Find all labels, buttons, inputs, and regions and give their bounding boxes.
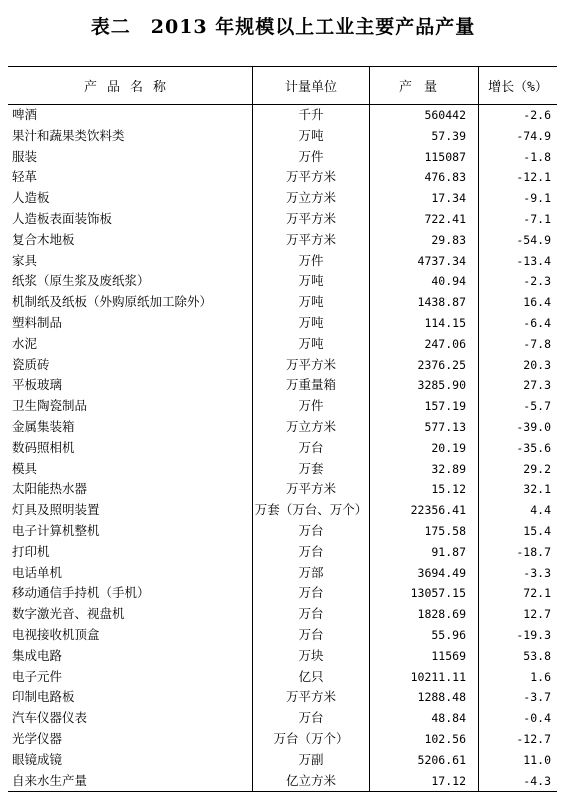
product-name-cell: 服装 (12, 148, 38, 164)
unit-cell: 万吨 (253, 334, 370, 355)
quantity-cell: 13057.15 (370, 583, 479, 604)
unit-cell: 万部 (253, 563, 370, 584)
header-unit: 计量单位 (253, 67, 370, 105)
quantity-cell: 1288.48 (370, 687, 479, 708)
unit-cell: 万件 (253, 396, 370, 417)
quantity-cell: 157.19 (370, 396, 479, 417)
product-name-cell: 轻革 (12, 169, 38, 185)
growth-cell: -5.7 (523, 399, 551, 414)
growth-cell: 29.2 (523, 461, 551, 476)
unit-cell: 万平方米 (253, 687, 370, 708)
table-row (8, 646, 557, 667)
quantity-cell: 22356.41 (370, 500, 479, 521)
quantity-cell: 247.06 (370, 334, 479, 355)
growth-cell: -1.8 (523, 149, 551, 164)
product-name-cell: 汽车仪器仪表 (12, 710, 88, 726)
table-row (8, 417, 557, 438)
unit-cell: 万台 (253, 542, 370, 563)
header-product-name: 产品名称 (8, 67, 253, 105)
table-row (8, 687, 557, 708)
product-name-cell: 模具 (12, 460, 38, 476)
growth-cell: -4.3 (479, 771, 558, 792)
unit-cell: 万副 (253, 750, 370, 771)
quantity-cell: 3694.49 (370, 563, 479, 584)
growth-cell: 15.4 (523, 523, 551, 538)
product-name-cell: 电话单机 (12, 564, 63, 580)
product-name-cell: 打印机 (12, 543, 50, 559)
unit-cell: 万平方米 (253, 167, 370, 188)
product-name-cell: 纸浆（原生浆及废纸浆） (12, 273, 150, 289)
growth-cell: -12.1 (516, 170, 551, 185)
product-name-cell: 家具 (12, 252, 38, 268)
quantity-cell: 10211.11 (370, 667, 479, 688)
growth-cell: -7.1 (523, 211, 551, 226)
unit-cell: 万件 (253, 147, 370, 168)
growth-cell: -74.9 (516, 128, 551, 143)
quantity-cell: 560442 (370, 105, 479, 126)
quantity-cell: 15.12 (370, 479, 479, 500)
unit-cell: 万吨 (253, 292, 370, 313)
growth-cell: -3.7 (523, 690, 551, 705)
unit-cell: 万台 (253, 583, 370, 604)
table-row (8, 521, 557, 542)
table-title: 表二 2013 年规模以上工业主要产品产量 (90, 16, 476, 38)
product-name-cell: 人造板表面装饰板 (12, 210, 113, 226)
table-row (8, 459, 557, 480)
quantity-cell: 1438.87 (370, 292, 479, 313)
table-row (8, 292, 557, 313)
quantity-cell: 4737.34 (370, 251, 479, 272)
growth-cell: -54.9 (516, 232, 551, 247)
unit-cell: 亿立方米 (253, 771, 370, 792)
growth-cell: -12.7 (516, 731, 551, 746)
quantity-cell: 1828.69 (370, 604, 479, 625)
unit-cell: 万台 (253, 625, 370, 646)
table-row (8, 396, 557, 417)
quantity-cell: 476.83 (370, 167, 479, 188)
product-name-cell: 啤酒 (12, 107, 38, 122)
growth-cell: 16.4 (523, 295, 551, 310)
quantity-cell: 5206.61 (370, 750, 479, 771)
unit-cell: 万平方米 (253, 355, 370, 376)
table-row (8, 313, 557, 334)
product-name-cell: 水泥 (12, 335, 38, 351)
quantity-cell: 17.34 (370, 188, 479, 209)
growth-cell: -6.4 (523, 315, 551, 330)
table-row (8, 625, 557, 646)
quantity-cell: 91.87 (370, 542, 479, 563)
production-table (8, 66, 557, 792)
quantity-cell: 11569 (370, 646, 479, 667)
growth-cell: 4.4 (530, 503, 551, 518)
quantity-cell: 114.15 (370, 313, 479, 334)
unit-cell: 万台 (253, 708, 370, 729)
table-row (8, 375, 557, 396)
product-name-cell: 光学仪器 (12, 730, 63, 746)
quantity-cell: 577.13 (370, 417, 479, 438)
product-name-cell: 卫生陶瓷制品 (12, 398, 88, 414)
growth-cell: -19.3 (516, 627, 551, 642)
table-row (8, 147, 557, 168)
quantity-cell: 115087 (370, 147, 479, 168)
unit-cell: 万台 (253, 521, 370, 542)
growth-cell: -35.6 (516, 440, 551, 455)
quantity-cell: 17.12 (370, 771, 479, 792)
product-name-cell: 自来水生产量 (8, 771, 253, 792)
unit-cell: 万吨 (253, 313, 370, 334)
unit-cell: 万吨 (253, 126, 370, 147)
table-row (8, 230, 557, 251)
table-row (8, 750, 557, 771)
product-name-cell: 塑料制品 (12, 314, 63, 330)
product-name-cell: 移动通信手持机（手机） (12, 585, 150, 601)
unit-cell: 万平方米 (253, 230, 370, 251)
growth-cell: -39.0 (516, 419, 551, 434)
table-row (8, 708, 557, 729)
product-name-cell: 眼镜成镜 (12, 751, 63, 767)
unit-cell: 万立方米 (253, 417, 370, 438)
product-name-cell: 果汁和蔬果类饮料类 (12, 127, 125, 143)
product-name-cell: 金属集装箱 (12, 418, 75, 434)
table-row (8, 438, 557, 459)
table-row (8, 188, 557, 209)
product-name-cell: 数字激光音、视盘机 (12, 606, 125, 622)
unit-cell: 万台（万个） (253, 729, 370, 750)
unit-cell: 千升 (253, 105, 370, 126)
growth-cell: -2.6 (523, 108, 551, 122)
product-name-cell: 太阳能热水器 (12, 481, 88, 497)
table-row (8, 334, 557, 355)
growth-cell: 32.1 (523, 482, 551, 497)
quantity-cell: 2376.25 (370, 355, 479, 376)
table-row (8, 583, 557, 604)
product-name-cell: 平板玻璃 (12, 377, 63, 393)
quantity-cell: 32.89 (370, 459, 479, 480)
growth-cell: -9.1 (523, 191, 551, 206)
table-row (8, 667, 557, 688)
growth-cell: 12.7 (523, 607, 551, 622)
table-row (8, 500, 557, 521)
growth-cell: 72.1 (523, 586, 551, 601)
table-row (8, 542, 557, 563)
unit-cell: 万台 (253, 438, 370, 459)
product-name-cell: 电子计算机整机 (12, 522, 100, 538)
growth-cell: -13.4 (516, 253, 551, 268)
unit-cell: 万吨 (253, 271, 370, 292)
table-row (8, 271, 557, 292)
growth-cell: -2.3 (523, 274, 551, 289)
growth-cell: -0.4 (523, 711, 551, 726)
table-body (8, 105, 557, 792)
growth-cell: 27.3 (523, 378, 551, 393)
product-name-cell: 人造板 (12, 190, 50, 206)
unit-cell: 万套 (253, 459, 370, 480)
product-name-cell: 复合木地板 (12, 231, 75, 247)
product-name-cell: 机制纸及纸板（外购原纸加工除外） (12, 294, 213, 310)
table-row (8, 251, 557, 272)
product-name-cell: 灯具及照明装置 (12, 502, 100, 518)
quantity-cell: 48.84 (370, 708, 479, 729)
unit-cell: 万立方米 (253, 188, 370, 209)
quantity-cell: 20.19 (370, 438, 479, 459)
unit-cell: 万块 (253, 646, 370, 667)
quantity-cell: 175.58 (370, 521, 479, 542)
growth-cell: -7.8 (523, 336, 551, 351)
header-quantity: 产量 (370, 67, 479, 105)
product-name-cell: 数码照相机 (12, 439, 75, 455)
product-name-cell: 印制电路板 (12, 689, 75, 705)
table-row (8, 479, 557, 500)
unit-cell: 万重量箱 (253, 375, 370, 396)
growth-cell: -3.3 (523, 565, 551, 580)
table-row (8, 126, 557, 147)
table-row (8, 729, 557, 750)
product-name-cell: 电视接收机顶盒 (12, 626, 100, 642)
unit-cell: 万台 (253, 604, 370, 625)
unit-cell: 亿只 (253, 667, 370, 688)
unit-cell: 万平方米 (253, 479, 370, 500)
table-row (8, 604, 557, 625)
header-growth: 增长（%） (479, 67, 558, 105)
unit-cell: 万平方米 (253, 209, 370, 230)
quantity-cell: 57.39 (370, 126, 479, 147)
growth-cell: -18.7 (516, 544, 551, 559)
quantity-cell: 29.83 (370, 230, 479, 251)
growth-cell: 20.3 (523, 357, 551, 372)
table-row (8, 771, 557, 792)
table-row (8, 167, 557, 188)
product-name-cell: 瓷质砖 (12, 356, 50, 372)
table-row (8, 209, 557, 230)
quantity-cell: 102.56 (370, 729, 479, 750)
quantity-cell: 55.96 (370, 625, 479, 646)
quantity-cell: 3285.90 (370, 375, 479, 396)
unit-cell: 万件 (253, 251, 370, 272)
table-row (8, 355, 557, 376)
growth-cell: 1.6 (530, 669, 551, 684)
quantity-cell: 40.94 (370, 271, 479, 292)
growth-cell: 53.8 (523, 648, 551, 663)
unit-cell: 万套（万台、万个） (253, 500, 370, 521)
growth-cell: 11.0 (523, 752, 551, 767)
table-row (8, 105, 557, 126)
quantity-cell: 722.41 (370, 209, 479, 230)
product-name-cell: 集成电路 (12, 647, 63, 663)
table-row (8, 563, 557, 584)
product-name-cell: 电子元件 (12, 668, 63, 684)
header-row (8, 67, 557, 105)
